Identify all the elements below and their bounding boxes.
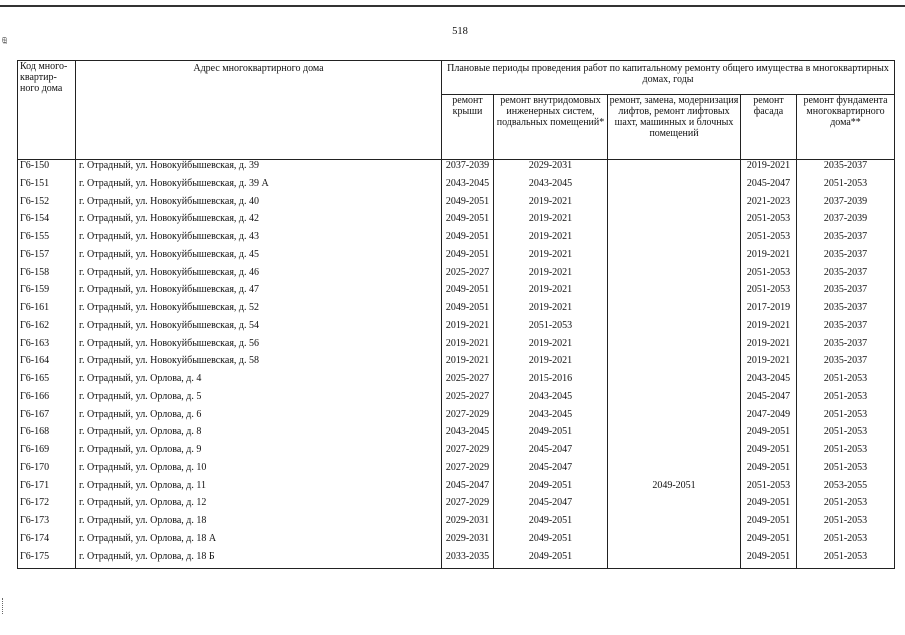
table-row: [18, 533, 895, 551]
cell-systems: 2043-2045: [494, 391, 608, 409]
cell-systems: 2043-2045: [494, 178, 608, 196]
cell-roof: 2027-2029: [442, 444, 494, 462]
cell-lifts: [608, 267, 741, 285]
cell-code: Г6-158: [18, 267, 76, 285]
table-row: [18, 355, 895, 373]
cell-lifts: [608, 320, 741, 338]
cell-lifts: [608, 284, 741, 302]
cell-code: Г6-154: [18, 213, 76, 231]
table-row: [18, 302, 895, 320]
cell-systems: 2019-2021: [494, 249, 608, 267]
cell-roof: 2027-2029: [442, 497, 494, 515]
table-row: [18, 249, 895, 267]
cell-facade: 2045-2047: [741, 178, 797, 196]
cell-code: Г6-161: [18, 302, 76, 320]
cell-systems: 2019-2021: [494, 213, 608, 231]
cell-code: Г6-155: [18, 231, 76, 249]
table-row: [18, 320, 895, 338]
top-rule: [0, 5, 905, 7]
cell-roof: 2045-2047: [442, 480, 494, 498]
cell-systems: 2043-2045: [494, 409, 608, 427]
cell-address: г. Отрадный, ул. Орлова, д. 11: [76, 480, 442, 498]
cell-address: г. Отрадный, ул. Новокуйбышевская, д. 47: [76, 284, 442, 302]
cell-facade: 2019-2021: [741, 338, 797, 356]
table-row: [18, 373, 895, 391]
cell-foundation: 2035-2037: [797, 160, 895, 178]
cell-roof: 2029-2031: [442, 533, 494, 551]
header-systems: ремонт внутридомовых инженерных систем, подвальных помещений*: [494, 94, 608, 159]
table-row: [18, 267, 895, 285]
cell-address: г. Отрадный, ул. Новокуйбышевская, д. 46: [76, 267, 442, 285]
cell-foundation: 2051-2053: [797, 551, 895, 569]
cell-address: г. Отрадный, ул. Новокуйбышевская, д. 58: [76, 355, 442, 373]
table-row: [18, 409, 895, 427]
cell-address: г. Отрадный, ул. Орлова, д. 9: [76, 444, 442, 462]
cell-roof: 2049-2051: [442, 196, 494, 214]
cell-lifts: [608, 391, 741, 409]
cell-foundation: 2051-2053: [797, 533, 895, 551]
cell-systems: 2045-2047: [494, 444, 608, 462]
cell-lifts: [608, 551, 741, 569]
cell-lifts: [608, 302, 741, 320]
cell-systems: 2019-2021: [494, 355, 608, 373]
cell-address: г. Отрадный, ул. Новокуйбышевская, д. 45: [76, 249, 442, 267]
cell-foundation: 2035-2037: [797, 231, 895, 249]
cell-address: г. Отрадный, ул. Новокуйбышевская, д. 39 А: [76, 178, 442, 196]
cell-systems: 2019-2021: [494, 267, 608, 285]
table-row: [18, 462, 895, 480]
header-foundation: ремонт фундамента многоквартирного дома**: [797, 94, 895, 159]
cell-roof: 2049-2051: [442, 284, 494, 302]
cell-foundation: 2051-2053: [797, 515, 895, 533]
cell-roof: 2043-2045: [442, 426, 494, 444]
table-row: [18, 178, 895, 196]
cell-lifts: [608, 426, 741, 444]
cell-address: г. Отрадный, ул. Новокуйбышевская, д. 52: [76, 302, 442, 320]
cell-roof: 2019-2021: [442, 320, 494, 338]
cell-address: г. Отрадный, ул. Орлова, д. 5: [76, 391, 442, 409]
cell-address: г. Отрадный, ул. Новокуйбышевская, д. 56: [76, 338, 442, 356]
cell-lifts: [608, 160, 741, 178]
cell-roof: 2029-2031: [442, 515, 494, 533]
cell-lifts: [608, 231, 741, 249]
table-row: [18, 338, 895, 356]
table-row: [18, 213, 895, 231]
capital-repair-table: [17, 60, 895, 569]
cell-roof: 2027-2029: [442, 409, 494, 427]
cell-systems: 2049-2051: [494, 551, 608, 569]
cell-code: Г6-165: [18, 373, 76, 391]
cell-systems: 2049-2051: [494, 533, 608, 551]
cell-code: Г6-172: [18, 497, 76, 515]
cell-roof: 2019-2021: [442, 355, 494, 373]
cell-code: Г6-171: [18, 480, 76, 498]
table-row: [18, 480, 895, 498]
cell-code: Г6-168: [18, 426, 76, 444]
cell-systems: 2019-2021: [494, 231, 608, 249]
header-roof: ремонт крыши: [442, 94, 494, 159]
cell-systems: 2045-2047: [494, 497, 608, 515]
cell-address: г. Отрадный, ул. Орлова, д. 10: [76, 462, 442, 480]
cell-foundation: 2051-2053: [797, 497, 895, 515]
cell-roof: 2025-2027: [442, 373, 494, 391]
cell-lifts: [608, 355, 741, 373]
cell-systems: 2029-2031: [494, 160, 608, 178]
cell-foundation: 2051-2053: [797, 444, 895, 462]
cell-systems: 2015-2016: [494, 373, 608, 391]
cell-roof: 2027-2029: [442, 462, 494, 480]
cell-code: Г6-170: [18, 462, 76, 480]
cell-code: Г6-167: [18, 409, 76, 427]
cell-code: Г6-152: [18, 196, 76, 214]
cell-systems: 2019-2021: [494, 338, 608, 356]
cell-facade: 2051-2053: [741, 267, 797, 285]
header-code: Код много-квартир-ного дома: [18, 61, 76, 160]
cell-foundation: 2053-2055: [797, 480, 895, 498]
cell-code: Г6-157: [18, 249, 76, 267]
cell-address: г. Отрадный, ул. Новокуйбышевская, д. 54: [76, 320, 442, 338]
cell-address: г. Отрадный, ул. Орлова, д. 18 Б: [76, 551, 442, 569]
cell-systems: 2019-2021: [494, 284, 608, 302]
table-row: [18, 196, 895, 214]
cell-roof: 2049-2051: [442, 213, 494, 231]
table-row: [18, 497, 895, 515]
cell-facade: 2043-2045: [741, 373, 797, 391]
cell-systems: 2049-2051: [494, 480, 608, 498]
cell-address: г. Отрадный, ул. Орлова, д. 18 А: [76, 533, 442, 551]
cell-foundation: 2035-2037: [797, 284, 895, 302]
cell-foundation: 2051-2053: [797, 391, 895, 409]
table-row: [18, 444, 895, 462]
cell-code: Г6-163: [18, 338, 76, 356]
cell-facade: 2019-2021: [741, 249, 797, 267]
cell-code: Г6-173: [18, 515, 76, 533]
cell-address: г. Отрадный, ул. Орлова, д. 8: [76, 426, 442, 444]
cell-address: г. Отрадный, ул. Орлова, д. 6: [76, 409, 442, 427]
cell-foundation: 2035-2037: [797, 267, 895, 285]
table-row: [18, 426, 895, 444]
cell-systems: 2019-2021: [494, 196, 608, 214]
cell-facade: 2019-2021: [741, 320, 797, 338]
cell-roof: 2049-2051: [442, 231, 494, 249]
cell-address: г. Отрадный, ул. Орлова, д. 12: [76, 497, 442, 515]
cell-lifts: [608, 373, 741, 391]
cell-roof: 2049-2051: [442, 249, 494, 267]
cell-code: Г6-169: [18, 444, 76, 462]
cell-lifts: [608, 515, 741, 533]
cell-lifts: [608, 178, 741, 196]
cell-lifts: 2049-2051: [608, 480, 741, 498]
cell-foundation: 2035-2037: [797, 249, 895, 267]
margin-mark: ı69: [1, 38, 9, 44]
cell-foundation: 2037-2039: [797, 213, 895, 231]
table-row: [18, 391, 895, 409]
cell-roof: 2025-2027: [442, 391, 494, 409]
cell-systems: 2019-2021: [494, 302, 608, 320]
cell-code: Г6-174: [18, 533, 76, 551]
cell-lifts: [608, 196, 741, 214]
cell-code: Г6-159: [18, 284, 76, 302]
cell-facade: 2017-2019: [741, 302, 797, 320]
cell-code: Г6-150: [18, 160, 76, 178]
cell-code: Г6-162: [18, 320, 76, 338]
cell-facade: 2045-2047: [741, 391, 797, 409]
cell-systems: 2049-2051: [494, 515, 608, 533]
cell-address: г. Отрадный, ул. Новокуйбышевская, д. 39: [76, 160, 442, 178]
cell-foundation: 2035-2037: [797, 302, 895, 320]
cell-facade: 2019-2021: [741, 160, 797, 178]
cell-code: Г6-151: [18, 178, 76, 196]
table-row: [18, 284, 895, 302]
table-row: [18, 515, 895, 533]
table-row: [18, 231, 895, 249]
cell-systems: 2051-2053: [494, 320, 608, 338]
cell-facade: 2049-2051: [741, 444, 797, 462]
cell-foundation: 2051-2053: [797, 462, 895, 480]
cell-foundation: 2051-2053: [797, 409, 895, 427]
cell-facade: 2049-2051: [741, 426, 797, 444]
cell-code: Г6-164: [18, 355, 76, 373]
header-lifts: ремонт, замена, модернизация лифтов, ремонт лифтовых шахт, машинных и блочных помещений: [608, 94, 741, 159]
cell-facade: 2051-2053: [741, 284, 797, 302]
cell-roof: 2033-2035: [442, 551, 494, 569]
cell-lifts: [608, 409, 741, 427]
cell-foundation: 2037-2039: [797, 196, 895, 214]
cell-foundation: 2035-2037: [797, 320, 895, 338]
cell-lifts: [608, 213, 741, 231]
cell-roof: 2043-2045: [442, 178, 494, 196]
cell-lifts: [608, 533, 741, 551]
cell-facade: 2019-2021: [741, 355, 797, 373]
cell-address: г. Отрадный, ул. Орлова, д. 18: [76, 515, 442, 533]
cell-code: Г6-175: [18, 551, 76, 569]
cell-lifts: [608, 249, 741, 267]
cell-foundation: 2035-2037: [797, 355, 895, 373]
header-facade: ремонт фасада: [741, 94, 797, 159]
table-body: [18, 160, 895, 569]
cell-address: г. Отрадный, ул. Орлова, д. 4: [76, 373, 442, 391]
cell-code: Г6-166: [18, 391, 76, 409]
cell-facade: 2051-2053: [741, 213, 797, 231]
margin-dots: [2, 598, 4, 614]
table-row: [18, 160, 895, 178]
cell-address: г. Отрадный, ул. Новокуйбышевская, д. 43: [76, 231, 442, 249]
cell-roof: 2037-2039: [442, 160, 494, 178]
cell-lifts: [608, 338, 741, 356]
header-periods: Плановые периоды проведения работ по капитальному ремонту общего имущества в многоквартирных домах, годы: [442, 61, 895, 95]
cell-facade: 2049-2051: [741, 533, 797, 551]
cell-address: г. Отрадный, ул. Новокуйбышевская, д. 42: [76, 213, 442, 231]
cell-roof: 2019-2021: [442, 338, 494, 356]
cell-roof: 2025-2027: [442, 267, 494, 285]
cell-foundation: 2051-2053: [797, 178, 895, 196]
cell-systems: 2049-2051: [494, 426, 608, 444]
cell-roof: 2049-2051: [442, 302, 494, 320]
cell-facade: 2021-2023: [741, 196, 797, 214]
cell-lifts: [608, 462, 741, 480]
cell-facade: 2049-2051: [741, 515, 797, 533]
cell-facade: 2051-2053: [741, 231, 797, 249]
cell-facade: 2049-2051: [741, 497, 797, 515]
cell-facade: 2049-2051: [741, 462, 797, 480]
cell-foundation: 2051-2053: [797, 426, 895, 444]
cell-foundation: 2035-2037: [797, 338, 895, 356]
cell-systems: 2045-2047: [494, 462, 608, 480]
cell-facade: 2047-2049: [741, 409, 797, 427]
cell-facade: 2051-2053: [741, 480, 797, 498]
cell-facade: 2049-2051: [741, 551, 797, 569]
cell-lifts: [608, 497, 741, 515]
table-row: [18, 551, 895, 569]
page-number: 518: [452, 26, 468, 37]
cell-lifts: [608, 444, 741, 462]
header-address: Адрес многоквартирного дома: [76, 61, 442, 160]
cell-address: г. Отрадный, ул. Новокуйбышевская, д. 40: [76, 196, 442, 214]
cell-foundation: 2051-2053: [797, 373, 895, 391]
